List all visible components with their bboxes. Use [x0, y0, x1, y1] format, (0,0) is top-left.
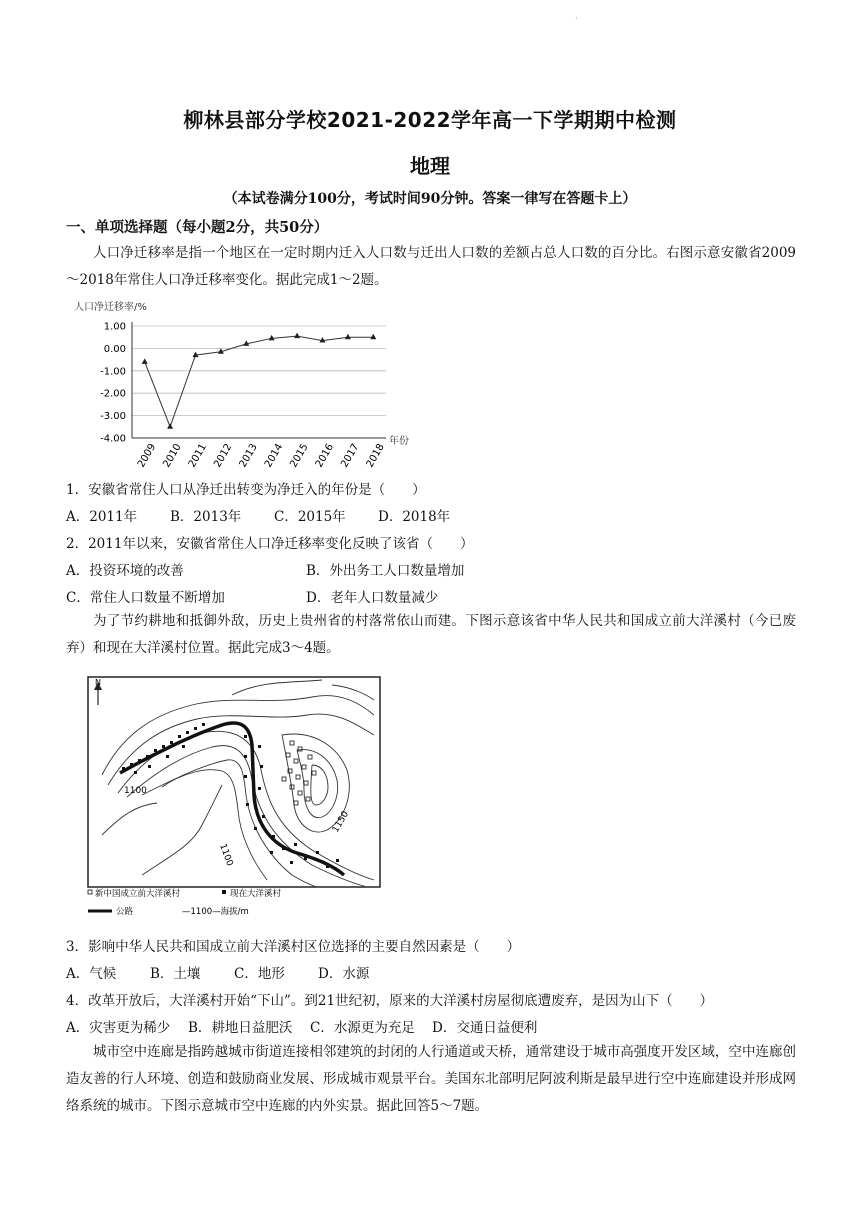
- q3-options: [66, 962, 369, 982]
- q4-option-a[interactable]: A．灾害更为稀少: [66, 1020, 171, 1036]
- header-mark: ·: [575, 14, 578, 23]
- x-tick-label: 2010: [161, 442, 184, 470]
- y-tick-label: -4.00: [100, 433, 126, 445]
- q1-option-a[interactable]: A．2011年: [66, 509, 138, 525]
- q3-option-a[interactable]: A．气候: [66, 966, 117, 982]
- question-1: 1．安徽省常住人口从净迁出转变为净迁入的年份是（ ）: [66, 482, 426, 498]
- intro-paragraph-2: 为了节约耕地和抵御外敌，历史上贵州省的村落常依山而建。下图示意该省中华人民共和国成立前大洋溪村（今已废弃）和现在大洋溪村位置。据此完成3～4题。: [66, 613, 796, 656]
- legend-contour: —1100—海拔/m: [182, 907, 249, 917]
- q2-options-row2: [66, 586, 438, 606]
- legend-new-village: 现在大洋溪村: [230, 889, 282, 899]
- q1-option-c[interactable]: C．2015年: [274, 509, 346, 525]
- y-tick-label: -1.00: [100, 366, 126, 378]
- q3-option-d[interactable]: D．水源: [318, 966, 370, 982]
- data-point: [167, 423, 173, 429]
- x-tick-label: 2018: [364, 442, 387, 470]
- q2-option-d[interactable]: D．老年人口数量减少: [306, 590, 439, 606]
- x-tick-label: 2015: [288, 442, 311, 470]
- legend-old-village: 新中国成立前大洋溪村: [95, 889, 181, 899]
- q2-option-c[interactable]: C．常住人口数量不断增加: [66, 590, 225, 606]
- data-point: [142, 358, 148, 364]
- intro-paragraph-3: 城市空中连廊是指跨越城市街道连接相邻建筑的封闭的人行通道或天桥，通常建设于城市高强度开发区域，空中连廊创造友善的行人环境、创造和鼓励商业发展、形成城市观景平台。美国东北部明尼阿波利斯是最早进行空中连廊建设并形成网络系统的城市。下图示意城市空中连廊的内外实景。据此回答5～7题。: [66, 1044, 796, 1114]
- data-point: [269, 335, 275, 341]
- y-tick-label: 1.00: [103, 321, 126, 333]
- x-tick-label: 2014: [262, 442, 286, 470]
- legend-road: 公路: [116, 907, 134, 917]
- y-tick-label: -2.00: [100, 388, 126, 400]
- y-tick-label: 0.00: [103, 343, 126, 355]
- x-tick-label: 2016: [313, 442, 337, 470]
- legend-old-icon: [88, 890, 92, 894]
- q3-option-b[interactable]: B．土壤: [150, 966, 201, 982]
- data-point: [294, 333, 300, 339]
- data-point: [345, 334, 351, 340]
- series-line: [145, 336, 374, 427]
- q2-option-b[interactable]: B．外出务工人口数量增加: [306, 563, 465, 579]
- x-tick-label: 2012: [212, 442, 235, 470]
- q4-option-c[interactable]: C．水源更为充足: [310, 1020, 415, 1036]
- q2-option-a[interactable]: A．投资环境的改善: [66, 563, 184, 579]
- map-legend: [88, 888, 282, 917]
- x-tick-label: 2009: [135, 442, 159, 470]
- migration-rate-chart: [64, 296, 424, 471]
- legend-new-icon: [222, 890, 226, 894]
- intro-paragraph-1: 人口净迁移率是指一个地区在一定时期内迁入人口数与迁出人口数的差额占总人口数的百分比。右图示意安徽省2009～2018年常住人口净迁移率变化。据此完成1～2题。: [66, 245, 796, 288]
- q4-option-b[interactable]: B．耕地日益肥沃: [188, 1020, 293, 1036]
- q3-option-c[interactable]: C．地形: [234, 966, 285, 982]
- q1-option-b[interactable]: B．2013年: [170, 509, 242, 525]
- north-label: N: [95, 678, 101, 687]
- x-tick-label: 2017: [339, 442, 362, 470]
- contour-label-1100-b: 1100: [217, 842, 235, 868]
- question-4: 4．改革开放后，大洋溪村开始“下山”。到21世纪初，原来的大洋溪村房屋彻底遭废弃，是因为山下（ ）: [66, 993, 714, 1009]
- data-point: [370, 334, 376, 340]
- exam-title: 柳林县部分学校2021-2022学年高一下学期期中检测: [183, 108, 677, 132]
- exam-note: （本试卷满分100分，考试时间90分钟。答案一律写在答题卡上）: [223, 191, 637, 207]
- x-tick-label: 2011: [186, 442, 210, 470]
- chart-ylabel: 人口净迁移率/%: [74, 302, 147, 313]
- question-2: 2．2011年以来，安徽省常住人口净迁移率变化反映了该省（ ）: [66, 536, 474, 552]
- contour-label-1100-a: 1100: [124, 786, 147, 796]
- x-tick-label: 2013: [237, 442, 260, 470]
- q2-options-row1: [66, 559, 464, 579]
- q1-option-d[interactable]: D．2018年: [378, 509, 451, 525]
- section-heading: 一、单项选择题（每小题2分，共50分）: [66, 219, 329, 236]
- y-tick-label: -3.00: [100, 411, 126, 423]
- chart-xlabel: 年份: [389, 436, 409, 447]
- q4-options: [66, 1016, 537, 1036]
- village-contour-map: [82, 675, 382, 920]
- subject-title: 地理: [410, 154, 450, 178]
- q1-options: [66, 505, 450, 525]
- question-3: 3．影响中华人民共和国成立前大洋溪村区位选择的主要自然因素是（ ）: [66, 939, 521, 955]
- contour-label-1150: 1150: [330, 809, 352, 835]
- q4-option-d[interactable]: D．交通日益便利: [432, 1020, 538, 1036]
